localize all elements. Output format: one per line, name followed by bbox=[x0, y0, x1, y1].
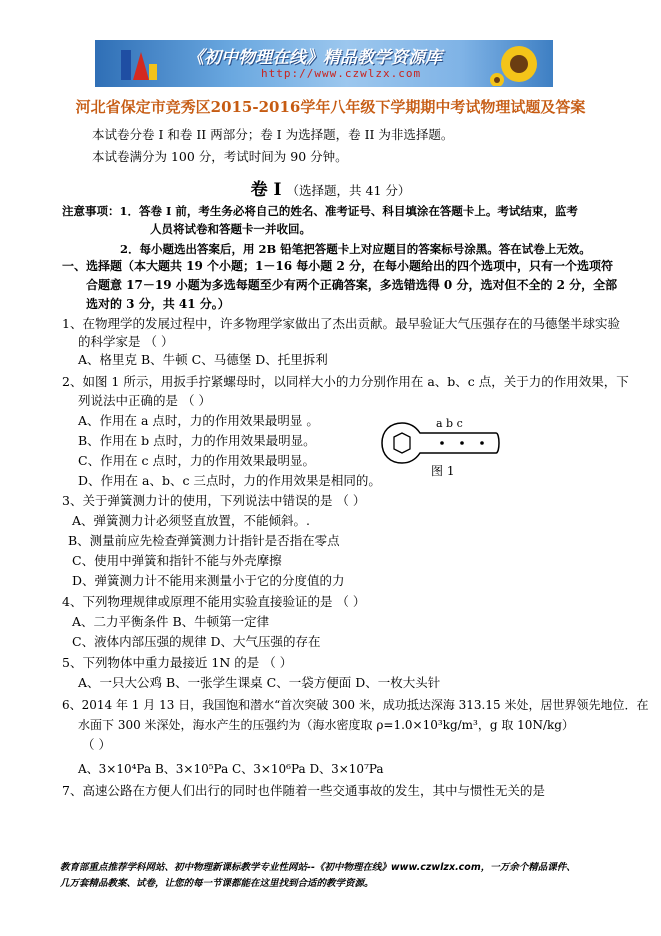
question-4-options-ab: A、二力平衡条件 B、牛顿第一定律 bbox=[72, 614, 270, 629]
question-2-option-d: D、作用在 a、b、c 三点时，力的作用效果是相同的。 bbox=[78, 473, 381, 488]
question-2-option-c: C、作用在 c 点时，力的作用效果最明显。 bbox=[78, 453, 316, 468]
question-3-option-c: C、使用中弹簧和指针不能与外壳摩擦 bbox=[72, 553, 282, 568]
sunflower-icon bbox=[489, 42, 549, 86]
section-sub: （选择题，共 41 分） bbox=[286, 183, 411, 198]
question-5-options: A、一只大公鸡 B、一张学生课桌 C、一袋方便面 D、一枚大头针 bbox=[78, 675, 441, 690]
question-2-stem: 2、如图 1 所示，用扳手拧紧螺母时，以同样大小的力分别作用在 a、b、c 点，关于力的作用效果，下 bbox=[62, 374, 629, 389]
section-main: 卷 I bbox=[250, 180, 282, 200]
question-3-option-b: B、测量前应先检查弹簧测力计指针是否指在零点 bbox=[68, 533, 340, 548]
question-6-stem-cont: 水面下 300 米深处，海水产生的压强约为（海水密度取 ρ=1.0×10³kg/m³，g 取 10N/kg） bbox=[78, 718, 574, 732]
section-heading bbox=[0, 175, 661, 200]
footer-line-1: 教育部重点推荐学科网站、初中物理新课标教学专业性网站--《初中物理在线》www.czwlzx.com，一万余个精品课件、 bbox=[60, 862, 576, 873]
part-one-line-3: 选对的 3 分，共 41 分。） bbox=[86, 297, 230, 311]
question-2-option-b: B、作用在 b 点时，力的作用效果最明显。 bbox=[78, 433, 316, 448]
part-one-line-1: 一、选择题（本大题共 19 个小题；1－16 每小题 2 分，在每小题给出的四个选项中，只有一个选项符 bbox=[62, 259, 613, 273]
question-3-option-a: A、弹簧测力计必须竖直放置，不能倾斜。. bbox=[72, 513, 311, 528]
question-3-option-d: D、弹簧测力计不能用来测量小于它的分度值的力 bbox=[72, 573, 345, 588]
site-logo-icon bbox=[119, 46, 159, 82]
question-6-answer-blank: （ ） bbox=[82, 737, 111, 752]
question-1-options: A、格里克 B、牛顿 C、马德堡 D、托里拆利 bbox=[78, 352, 328, 367]
notice-line-1: 注意事项：1．答卷 I 前，考生务必将自己的姓名、准考证号、科目填涂在答题卡上。考试结束，监考 bbox=[62, 204, 578, 218]
question-1-stem: 1、在物理学的发展过程中，许多物理学家做出了杰出贡献。最早验证大气压强存在的马德堡半球实验 bbox=[62, 316, 620, 331]
question-7-stem: 7、高速公路在方便人们出行的同时也伴随着一些交通事故的发生，其中与惯性无关的是 bbox=[62, 783, 545, 798]
question-2-stem-cont: 列说法中正确的是 （ ） bbox=[78, 393, 211, 408]
footer-line-2: 几万套精品教案、试卷，让您的每一节课都能在这里找到合适的教学资源。 bbox=[60, 878, 374, 889]
question-6-stem: 6、2014 年 1 月 13 日，我国饱和潜水“首次突破 300 米，成功抵达深海 313.15 米处，居世界领先地位．在 bbox=[62, 698, 649, 712]
question-2-option-a: A、作用在 a 点时，力的作用效果最明显 。 bbox=[78, 413, 319, 428]
question-1-stem-cont: 的科学家是 （ ） bbox=[78, 334, 174, 349]
question-5-stem: 5、下列物体中重力最接近 1N 的是 （ ） bbox=[62, 655, 293, 670]
question-4-options-cd: C、液体内部压强的规律 D、大气压强的存在 bbox=[72, 634, 321, 649]
banner-title: 《初中物理在线》精品教学资源库 bbox=[187, 48, 442, 68]
question-3-stem: 3、关于弹簧测力计的使用，下列说法中错误的是 （ ） bbox=[62, 493, 366, 508]
header-banner bbox=[95, 40, 553, 87]
part-one-line-2: 合题意 17－19 小题为多选每题至少有两个正确答案，多选错选得 0 分，选对但不全的 2 分，全部 bbox=[86, 278, 618, 292]
figure-label: 图 1 bbox=[431, 464, 455, 478]
document-title: 河北省保定市竞秀区2015-2016学年八年级下学期期中考试物理试题及答案 bbox=[75, 98, 586, 116]
intro-line-2: 本试卷满分为 100 分，考试时间为 90 分钟。 bbox=[92, 149, 348, 164]
intro-line-1: 本试卷分卷 I 和卷 II 两部分；卷 I 为选择题，卷 II 为非选择题。 bbox=[92, 127, 454, 142]
figure-point-labels: a b c bbox=[436, 417, 463, 430]
notice-line-3: 2．每小题选出答案后，用 2B 铅笔把答题卡上对应题目的答案标号涂黑。答在试卷上无效。 bbox=[120, 242, 591, 256]
page-footer bbox=[60, 860, 620, 892]
question-6-options: A、3×10⁴Pa B、3×10⁵Pa C、3×10⁶Pa D、3×10⁷Pa bbox=[78, 762, 384, 776]
notice-line-2: 人员将试卷和答题卡一并收回。 bbox=[150, 222, 311, 236]
banner-url[interactable]: http://www.czwlzx.com bbox=[261, 67, 422, 80]
question-4-stem: 4、下列物理规律或原理不能用实验直接验证的是 （ ） bbox=[62, 594, 366, 609]
